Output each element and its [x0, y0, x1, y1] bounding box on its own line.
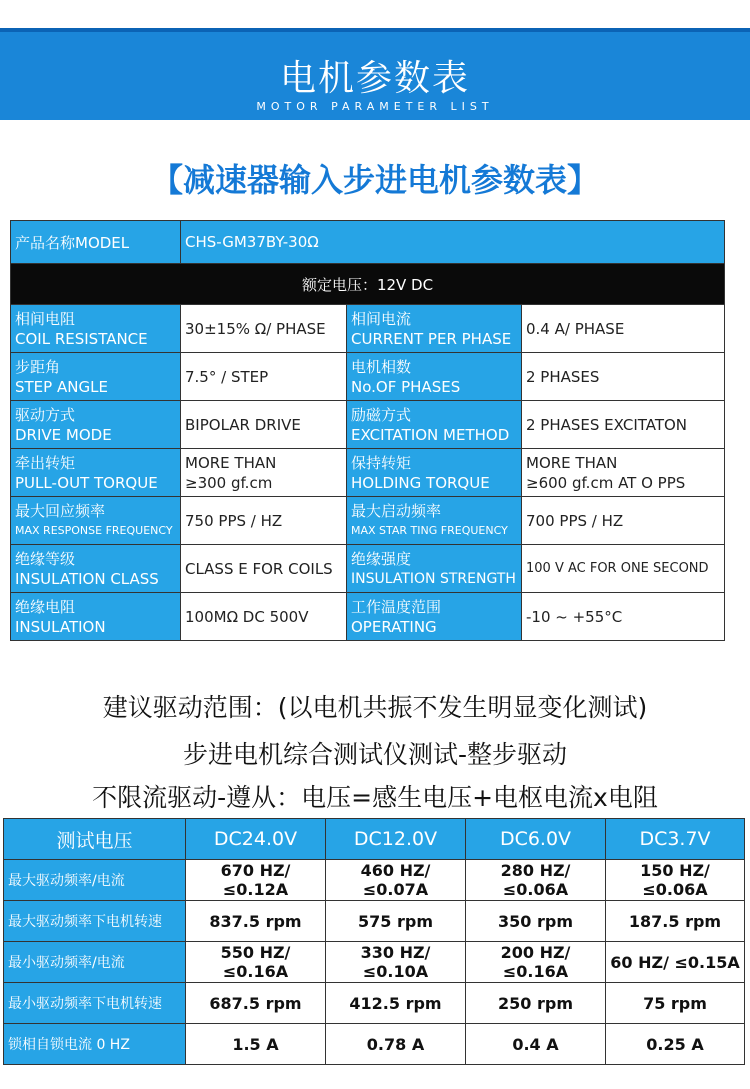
test-row [4, 860, 745, 901]
spec-label-en: MAX STAR TING FREQUENCY [351, 523, 508, 537]
spec-value-line: MORE THAN [526, 453, 618, 472]
test-cell: 75 rpm [606, 983, 745, 1024]
spec-row [11, 401, 725, 449]
spec-value: -10 ~ +55°C [522, 593, 725, 641]
spec-row [11, 449, 725, 497]
test-row-label: 最小驱动频率/电流 [4, 942, 186, 983]
spec-label-cn: 驱动方式 [15, 405, 76, 424]
test-header-cell: DC12.0V [326, 819, 466, 860]
test-cell: 687.5 rpm [186, 983, 326, 1024]
spec-value: 100 V AC FOR ONE SECOND [522, 545, 725, 593]
spec-value: 2 PHASES EXCITATON [522, 401, 725, 449]
test-cell: 200 HZ/ ≤0.16A [466, 942, 606, 983]
test-cell: 460 HZ/ ≤0.07A [326, 860, 466, 901]
model-value: CHS-GM37BY-30Ω [181, 221, 725, 264]
spec-label [11, 497, 181, 545]
spec-label [347, 545, 522, 593]
spec-label-en: INSULATION STRENGTH [351, 570, 516, 587]
spec-label-cn: 绝缘等级 [15, 549, 76, 568]
spec-label-cn: 相间电阻 [15, 309, 76, 328]
test-header-cell: 测试电压 [4, 819, 186, 860]
test-cell: 412.5 rpm [326, 983, 466, 1024]
spec-label [11, 449, 181, 497]
page-title: 【减速器输入步进电机参数表】 [150, 161, 599, 199]
spec-label-en: PULL-OUT TORQUE [15, 473, 158, 492]
test-cell: 575 rpm [326, 901, 466, 942]
spec-label [347, 449, 522, 497]
banner-subtitle: MOTOR PARAMETER LIST [256, 100, 494, 113]
test-cell: 187.5 rpm [606, 901, 745, 942]
spec-row [11, 353, 725, 401]
spec-row [11, 305, 725, 353]
spec-label [11, 545, 181, 593]
spec-row [11, 545, 725, 593]
test-table [3, 818, 745, 1065]
spec-value: 100MΩ DC 500V [181, 593, 347, 641]
spec-label-en: MAX RESPONSE FREQUENCY [15, 523, 173, 537]
spec-label-en: INSULATION [15, 617, 106, 636]
spec-value: CLASS E FOR COILS [181, 545, 347, 593]
spec-value [181, 449, 347, 497]
test-cell: 1.5 A [186, 1024, 326, 1065]
test-header-cell: DC6.0V [466, 819, 606, 860]
spec-label-cn: 最大启动频率 [351, 501, 442, 520]
spec-label-cn: 步距角 [15, 357, 61, 376]
spec-label-en: INSULATION CLASS [15, 569, 159, 588]
test-cell: 0.78 A [326, 1024, 466, 1065]
banner-title: 电机参数表 [279, 58, 470, 99]
spec-label-en: COIL RESISTANCE [15, 329, 148, 348]
spec-label-cn: 电机相数 [351, 357, 412, 376]
spec-label [11, 305, 181, 353]
spec-value: 7.5° / STEP [181, 353, 347, 401]
formula-line: 不限流驱动-遵从：电压=感生电压+电枢电流x电阻 [92, 783, 658, 812]
test-header-cell: DC24.0V [186, 819, 326, 860]
spec-row [11, 593, 725, 641]
test-cell: 280 HZ/ ≤0.06A [466, 860, 606, 901]
test-cell: 837.5 rpm [186, 901, 326, 942]
spec-value-line: ≥600 gf.cm AT O PPS [526, 473, 686, 492]
header-banner [0, 28, 750, 120]
drive-range-heading: 建议驱动范围：(以电机共振不发生明显变化测试) [102, 693, 648, 722]
test-cell: 150 HZ/ ≤0.06A [606, 860, 745, 901]
test-row [4, 942, 745, 983]
test-method-line: 步进电机综合测试仪测试-整步驱动 [182, 740, 568, 769]
spec-label-en: DRIVE MODE [15, 425, 112, 444]
spec-label [347, 305, 522, 353]
spec-label-cn: 牵出转矩 [15, 453, 76, 472]
spec-label [347, 497, 522, 545]
spec-label-en: EXCITATION METHOD [351, 425, 510, 444]
spec-label-cn: 励磁方式 [351, 405, 412, 424]
spec-row [11, 497, 725, 545]
spec-label [11, 593, 181, 641]
test-cell: 350 rpm [466, 901, 606, 942]
model-row [11, 221, 725, 264]
spec-label-cn: 保持转矩 [351, 453, 412, 472]
spec-value: 30±15% Ω/ PHASE [181, 305, 347, 353]
test-cell: 60 HZ/ ≤0.15A [606, 942, 745, 983]
spec-label-cn: 绝缘电阻 [15, 597, 76, 616]
spec-label [11, 353, 181, 401]
spec-value-line: ≥300 gf.cm [185, 473, 273, 492]
spec-label-en: STEP ANGLE [15, 377, 108, 396]
spec-label-cn: 相间电流 [351, 309, 412, 328]
spec-table [10, 220, 725, 641]
test-row [4, 983, 745, 1024]
test-cell: 670 HZ/ ≤0.12A [186, 860, 326, 901]
spec-label [347, 401, 522, 449]
rated-voltage-row [11, 264, 725, 305]
spec-value: 750 PPS / HZ [181, 497, 347, 545]
test-row-label: 最小驱动频率下电机转速 [4, 983, 186, 1024]
test-row [4, 901, 745, 942]
test-header-cell: DC3.7V [606, 819, 745, 860]
test-row-label: 最大驱动频率下电机转速 [4, 901, 186, 942]
spec-label [347, 353, 522, 401]
test-cell: 250 rpm [466, 983, 606, 1024]
spec-label-en: CURRENT PER PHASE [351, 329, 512, 348]
spec-label [347, 593, 522, 641]
spec-label-en: OPERATING [351, 617, 437, 636]
test-cell: 0.4 A [466, 1024, 606, 1065]
spec-value-line: MORE THAN [185, 453, 277, 472]
rated-voltage: 额定电压：12V DC [11, 264, 725, 305]
spec-label-en: No.OF PHASES [351, 377, 461, 396]
spec-label-en: HOLDING TORQUE [351, 473, 490, 492]
test-cell: 550 HZ/ ≤0.16A [186, 942, 326, 983]
test-cell: 0.25 A [606, 1024, 745, 1065]
spec-value: 0.4 A/ PHASE [522, 305, 725, 353]
spec-label-cn: 最大回应频率 [15, 501, 106, 520]
spec-value [522, 449, 725, 497]
spec-value: 2 PHASES [522, 353, 725, 401]
test-header-row [4, 819, 745, 860]
test-cell: 330 HZ/ ≤0.10A [326, 942, 466, 983]
test-row-label: 最大驱动频率/电流 [4, 860, 186, 901]
spec-label-cn: 绝缘强度 [351, 549, 412, 568]
spec-value: BIPOLAR DRIVE [181, 401, 347, 449]
test-row-label: 锁相自锁电流 0 HZ [4, 1024, 186, 1065]
model-label: 产品名称MODEL [11, 221, 181, 264]
test-row [4, 1024, 745, 1065]
spec-label-cn: 工作温度范围 [351, 597, 442, 616]
spec-label [11, 401, 181, 449]
spec-value: 700 PPS / HZ [522, 497, 725, 545]
